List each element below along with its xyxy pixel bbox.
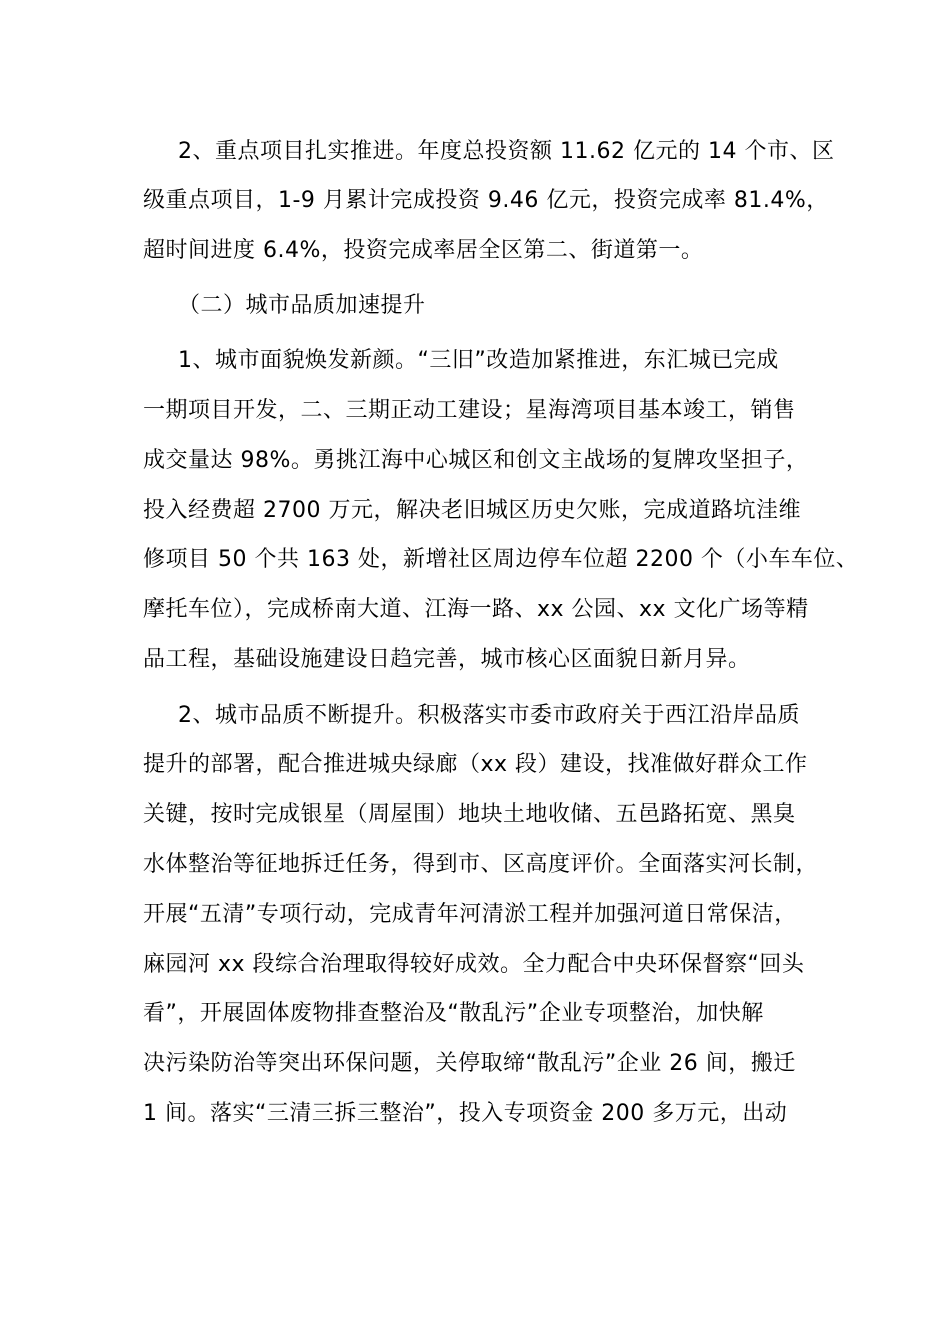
- text-line: 级重点项目，1-9 月累计完成投资 9.46 亿元，投资完成率 81.4%，: [143, 188, 829, 213]
- text-line: 投入经费超 2700 万元，解决老旧城区历史欠账，完成道路坑洼维: [143, 498, 801, 523]
- text-line: 超时间进度 6.4%，投资完成率居全区第二、街道第一。: [143, 238, 704, 263]
- text-line: 看”，开展固体废物排查整治及“散乱污”企业专项整治，加快解: [143, 1001, 764, 1026]
- text-line: 麻园河 xx 段综合治理取得较好成效。全力配合中央环保督察“回头: [143, 952, 805, 977]
- text-line: 修项目 50 个共 163 处，新增社区周边停车位超 2200 个（小车车位、: [143, 547, 859, 572]
- text-line: 成交量达 98%。勇挑江海中心城区和创文主战场的复牌攻坚担子，: [143, 448, 809, 473]
- text-line: 决污染防治等突出环保问题，关停取缔“散乱污”企业 26 间，搬迁: [143, 1051, 796, 1076]
- text-line: 一期项目开发，二、三期正动工建设；星海湾项目基本竣工，销售: [143, 398, 796, 423]
- text-line: 关键，按时完成银星（周屋围）地块土地收储、五邑路拓宽、黑臭: [143, 802, 796, 827]
- text-line: 开展“五清”专项行动，完成青年河清淤工程并加强河道日常保洁，: [143, 902, 797, 927]
- text-line: 1 间。落实“三清三拆三整治”，投入专项资金 200 多万元，出动: [143, 1101, 788, 1126]
- text-line: 水体整治等征地拆迁任务，得到市、区高度评价。全面落实河长制，: [143, 852, 819, 877]
- text-line: 2、重点项目扎实推进。年度总投资额 11.62 亿元的 14 个市、区: [178, 139, 835, 164]
- text-line: 品工程，基础设施建设日趋完善，城市核心区面貌日新月异。: [143, 647, 751, 672]
- text-line: 1、城市面貌焕发新颜。“三旧”改造加紧推进，东汇城已完成: [178, 348, 779, 373]
- section-heading: （二）城市品质加速提升: [178, 293, 426, 318]
- text-line: 提升的部署，配合推进城央绿廊（xx 段）建设，找准做好群众工作: [143, 752, 808, 777]
- text-line: 摩托车位），完成桥南大道、江海一路、xx 公园、xx 文化广场等精: [143, 597, 809, 622]
- text-line: 2、城市品质不断提升。积极落实市委市政府关于西江沿岸品质: [178, 703, 800, 728]
